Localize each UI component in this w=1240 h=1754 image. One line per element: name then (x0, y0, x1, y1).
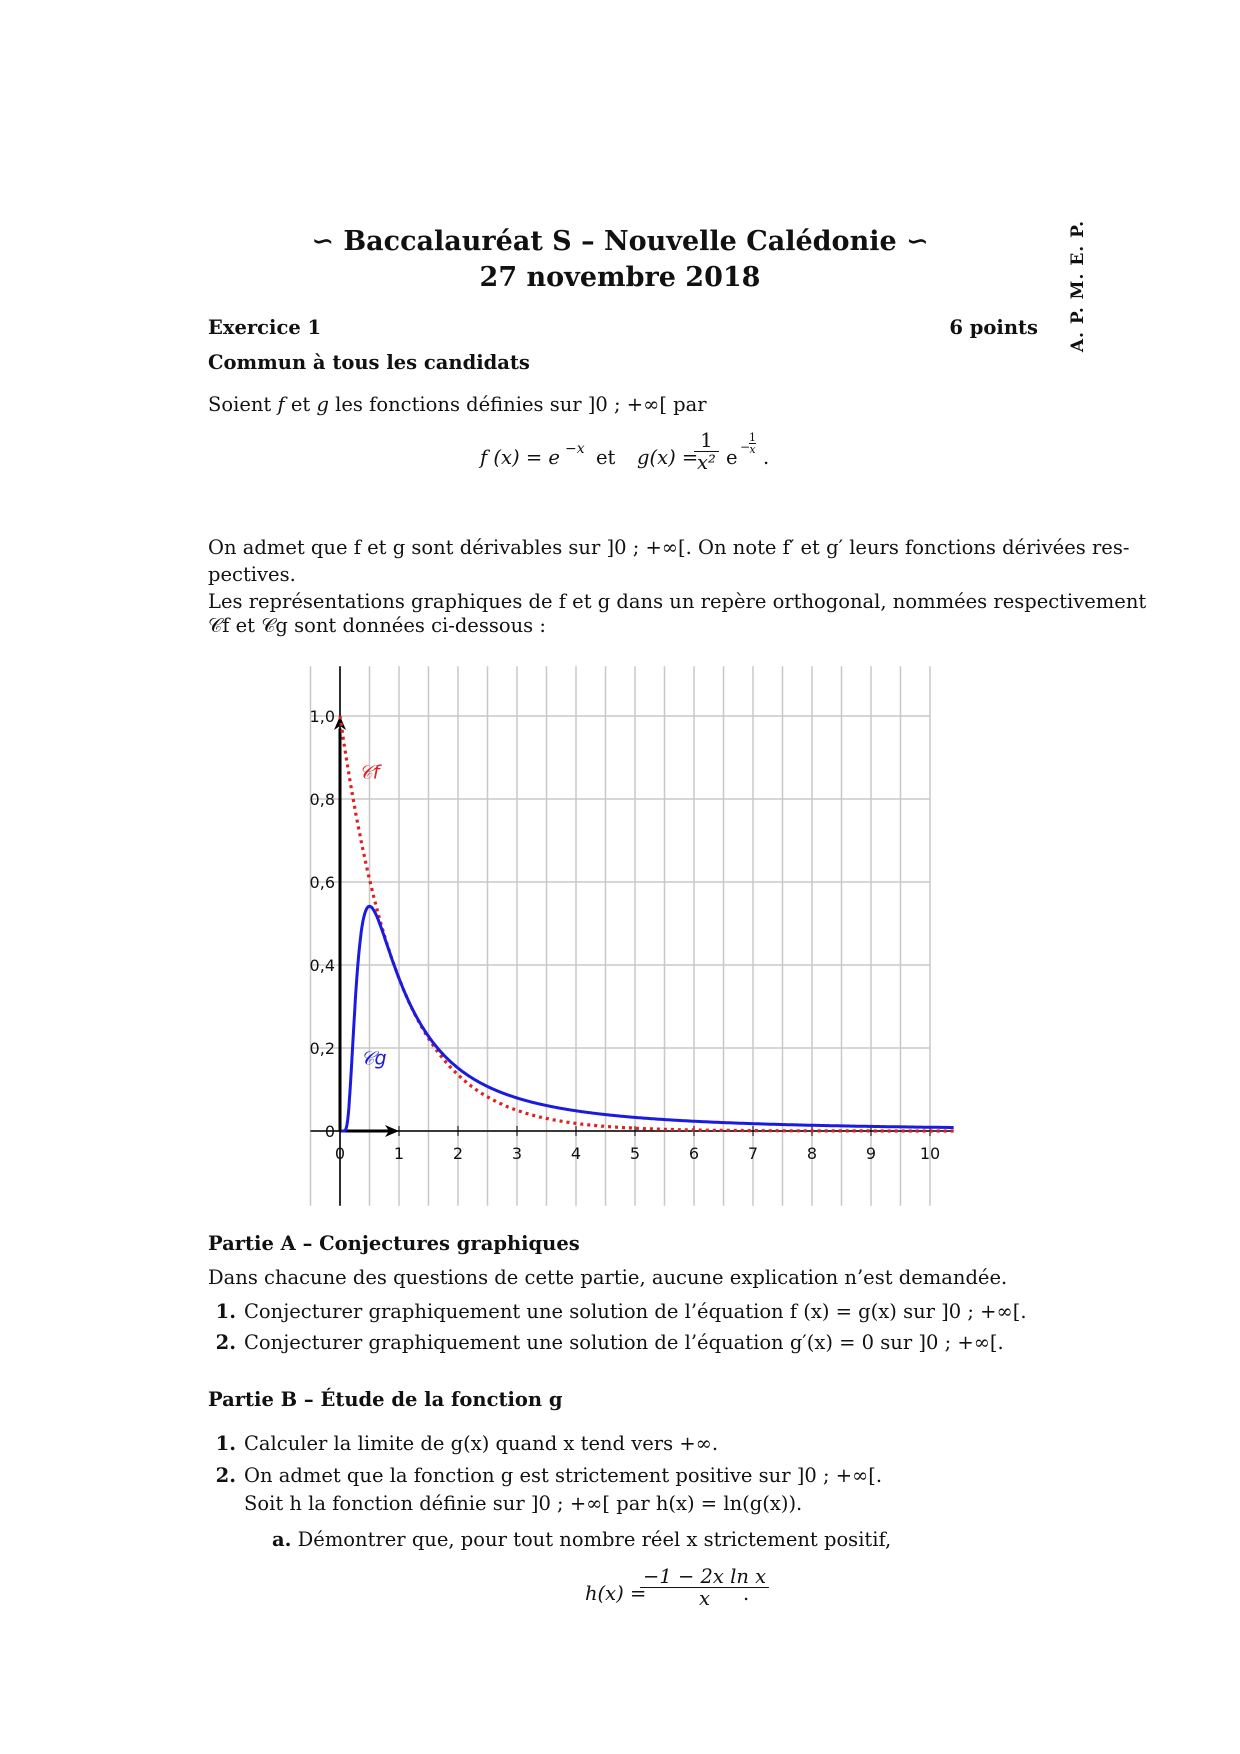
y-tick-label: 0,6 (309, 873, 335, 892)
x-tick-label: 8 (806, 1144, 818, 1163)
title-line1: Baccalauréat S – Nouvelle Calédonie (343, 226, 897, 257)
partA-item-2: 2. Conjecturer graphiquement une solution de l’équation g′(x) = 0 sur ]0 ; +∞[. (215, 1331, 1004, 1354)
intro-paragraph-2: On admet que f et g sont dérivables sur ]0 ; +∞[. On note f′ et g′ leurs fonctions dérivées res- (208, 536, 1130, 559)
partA-intro: Dans chacune des questions de cette partie, aucune explication n’est demandée. (208, 1266, 1008, 1289)
partB-item-2: 2. On admet que la fonction g est strictement positive sur ]0 ; +∞[. (215, 1464, 883, 1487)
x-tick-label: 9 (865, 1144, 877, 1163)
y-tick-label: 0,4 (309, 956, 335, 975)
y-tick-label: 0,2 (309, 1039, 335, 1058)
exercise-points: 6 points (949, 316, 1038, 339)
apmep-side-label: A. P. M. E. P. (1068, 220, 1088, 353)
x-tick-label: 5 (629, 1144, 641, 1163)
x-tick-label: 2 (452, 1144, 464, 1163)
partB-item-2-continued: Soit h la fonction définie sur ]0 ; +∞[ par h(x) = ln(g(x)). (244, 1492, 803, 1515)
intro-paragraph-2b: pectives. (208, 563, 296, 586)
x-tick-label: 4 (570, 1144, 582, 1163)
curve-g (341, 906, 953, 1131)
exercise-audience: Commun à tous les candidats (208, 351, 530, 374)
x-tick-label: 3 (511, 1144, 523, 1163)
partB-sub-a: a. Démontrer que, pour tout nombre réel x strictement positif, (272, 1528, 892, 1551)
ornament-left-icon: ∽ (311, 226, 334, 257)
y-tick-label: 0 (324, 1122, 335, 1141)
definition-equations: f (x) = e −x et g(x) = $\frac{1}{\text{x²}}$ e − 1 x . (480, 429, 770, 475)
ornament-right-icon: ∽ (906, 226, 929, 257)
curve-f (340, 716, 954, 1131)
x-tick-label: 0 (334, 1144, 346, 1163)
exercise-label: Exercice 1 (208, 316, 322, 339)
chart-ticks (310, 707, 941, 1163)
intro-paragraph-1: Soient f et g les fonctions définies sur ]0 ; +∞[ par (208, 393, 707, 416)
h-equation: h(x) = $\frac{\text{−1 − 2x ln x}}{x}$ . (585, 1566, 805, 1626)
intro-paragraph-3: Les représentations graphiques de f et g dans un repère orthogonal, nommées respectivement (208, 590, 1147, 613)
x-tick-label: 10 (919, 1144, 941, 1163)
partA-item-1: 1. Conjecturer graphiquement une solution de l’équation f (x) = g(x) sur ]0 ; +∞[. (215, 1300, 1027, 1323)
x-tick-label: 1 (393, 1144, 405, 1163)
partB-item-1: 1. Calculer la limite de g(x) quand x tend vers +∞. (215, 1432, 719, 1455)
y-tick-label: 1,0 (309, 707, 335, 726)
title-date: 27 novembre 2018 (479, 262, 761, 293)
curve-label-f: 𝒞f (358, 761, 380, 784)
y-tick-label: 0,8 (309, 790, 335, 809)
intro-paragraph-3b: 𝒞f et 𝒞g sont données ci-dessous : (208, 614, 546, 637)
partA-heading: Partie A – Conjectures graphiques (208, 1232, 580, 1255)
x-tick-label: 6 (688, 1144, 700, 1163)
chart-curves (340, 716, 954, 1131)
x-tick-label: 7 (747, 1144, 759, 1163)
partB-heading: Partie B – Étude de la fonction g (208, 1388, 563, 1411)
curve-label-g: 𝒞g (360, 1047, 387, 1070)
